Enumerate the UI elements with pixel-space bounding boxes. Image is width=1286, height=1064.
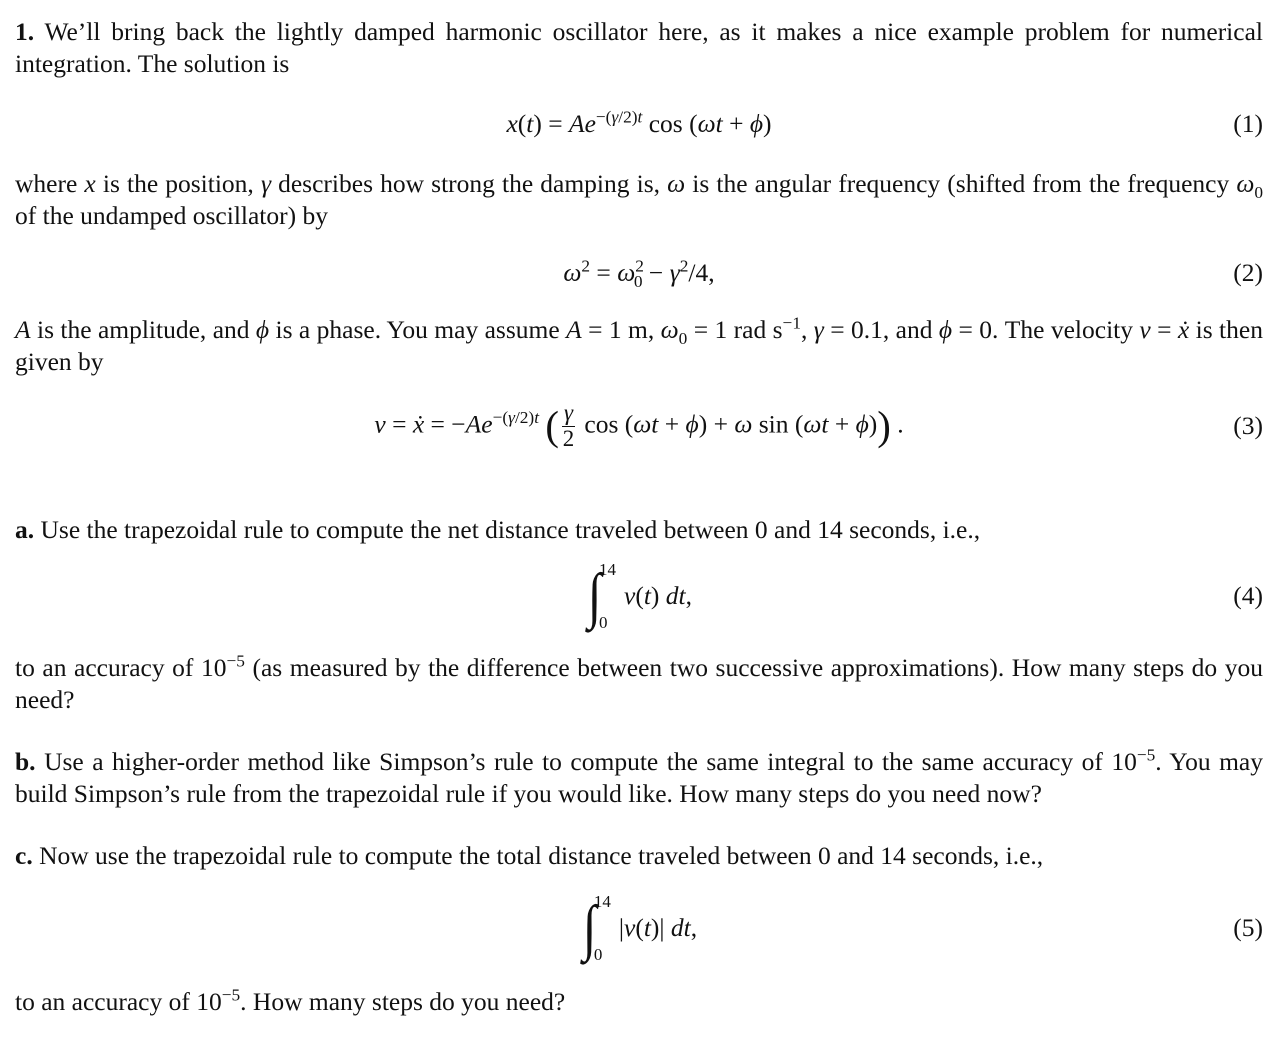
text-span: of the undamped oscillator) by — [15, 201, 328, 230]
integral-sign: ∫ 14 0 — [587, 560, 616, 632]
problem-document — [15, 16, 1263, 1018]
equation-4 — [15, 546, 1263, 646]
assumptions-paragraph: A is the amplitude, and ϕ is a phase. You may assume A = 1 m, $\omega_0 = 1$ rad $s^{-1}$, γ = 0.1, and ϕ = 0. The velocity v = ẋ is then given by — [15, 313, 1263, 376]
equation-4-number: (4) — [1233, 581, 1263, 610]
text-span: , — [800, 315, 814, 344]
part-c-label: c. — [15, 841, 33, 870]
part-b-question — [15, 746, 1263, 810]
equation-3 — [15, 378, 1263, 474]
lower-limit: 0 — [593, 945, 603, 964]
text-span: (as measured by the difference between two successive approximations). How many steps do you need? — [15, 653, 1263, 714]
text-span: to an accuracy of 10 — [15, 653, 227, 682]
part-c-accuracy — [15, 986, 1263, 1018]
exponent: −5 — [226, 651, 245, 671]
lower-limit: 0 — [598, 613, 608, 632]
equation-5-number: (5) — [1233, 913, 1263, 942]
text-span: is then given by — [15, 315, 1263, 376]
part-a-text: Use the trapezoidal rule to compute the net distance traveled between 0 and 14 seconds, i.e., — [40, 515, 981, 544]
intro-text: We’ll bring back the lightly damped harmonic oscillator here, as it makes a nice example problem for numerical integration. The solution is — [15, 17, 1263, 78]
text-span: is the amplitude, and — [30, 315, 256, 344]
text-span: where — [15, 169, 85, 198]
integral-sign: ∫ 14 0 — [582, 892, 611, 964]
equation-3-number: (3) — [1233, 411, 1263, 440]
text-span: , — [647, 315, 661, 344]
text-span: to an accuracy of 10 — [15, 987, 222, 1016]
definitions-paragraph: where x is the position, γ describes how strong the damping is, ω is the angular frequency (shifted from the frequency $\omega_0$ of the undamped oscillator) by — [15, 169, 1264, 230]
equation-5-body: ∫ 14 0 |v(t)| dt, — [582, 892, 698, 964]
text-span: is a phase. You may assume — [269, 315, 567, 344]
equation-1-body: $x(t) = Ae^{-(\gamma/2)t}$ cos (ωt + ϕ) — [506, 107, 772, 138]
exponent: −5 — [221, 985, 241, 1005]
part-c-text: Now use the trapezoidal rule to compute the total distance traveled between 0 and 14 seconds, i.e., — [39, 841, 1044, 870]
text-span: . The velocity — [992, 315, 1140, 344]
equation-5 — [15, 872, 1263, 984]
equation-1 — [15, 80, 1263, 168]
equation-2-number: (2) — [1233, 258, 1263, 287]
text-span: , and — [882, 315, 939, 344]
upper-limit: 14 — [598, 560, 616, 579]
part-c-question — [15, 840, 1263, 872]
problem-number: 1. — [15, 17, 35, 46]
part-a-question — [15, 514, 1263, 546]
text-span: Use a higher-order method like Simpson’s rule to compute the same integral to the same accuracy of 10 — [44, 747, 1137, 776]
equation-2 — [15, 232, 1263, 314]
text-span: describes how strong the damping is, — [271, 169, 668, 198]
text-span: is the position, — [95, 169, 261, 198]
part-a-accuracy — [15, 652, 1263, 716]
intro-paragraph — [15, 16, 1263, 80]
equation-2-body: $\omega^2 = \omega^2_0 - \gamma^2/4$, — [563, 256, 715, 292]
part-b-label: b. — [15, 747, 36, 776]
text-span: . How many steps do you need? — [240, 987, 566, 1016]
equation-4-body: ∫ 14 0 v(t) dt, — [587, 560, 692, 632]
text-span: is the angular frequency (shifted from the frequency — [685, 169, 1237, 198]
upper-limit: 14 — [593, 892, 611, 911]
equation-3-body: v = ẋ = $-Ae^{-(\gamma/2)t}$ ( $\frac{\gamma}{2}$ cos (ωt + ϕ) + ω sin (ωt + ϕ)) . — [374, 399, 904, 451]
equation-1-number: (1) — [1233, 109, 1263, 138]
part-a-label: a. — [15, 515, 35, 544]
exponent: −5 — [1136, 745, 1156, 765]
text-span: . You may build Simpson’s rule from the trapezoidal rule if you would like. How many steps do you need now? — [15, 747, 1263, 808]
